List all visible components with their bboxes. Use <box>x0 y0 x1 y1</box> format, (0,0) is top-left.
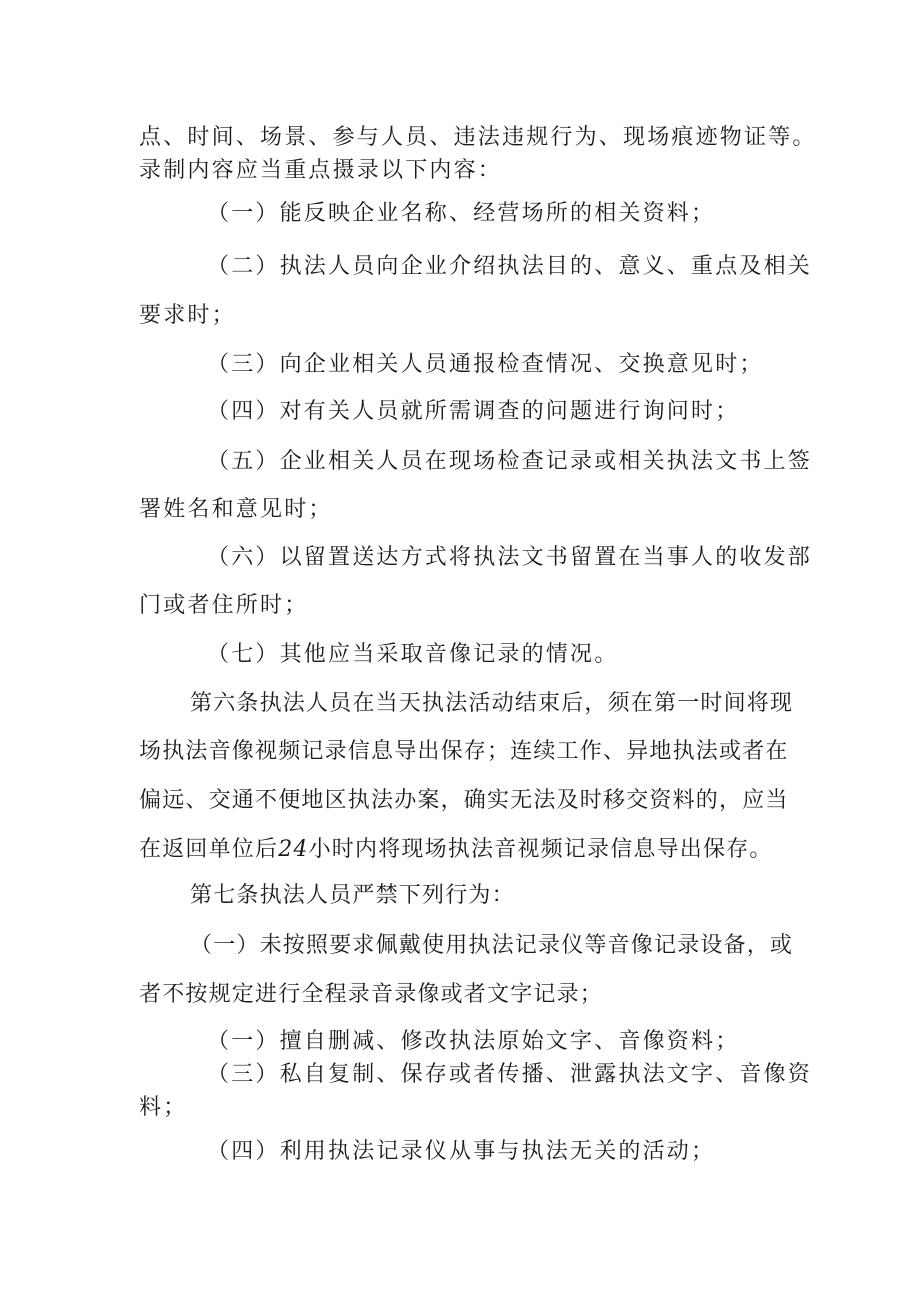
list-item: （六）以留置送达方式将执法文书留置在当事人的收发部 <box>207 545 813 570</box>
list-item: （三）私自复制、保存或者传播、泄露执法文字、音像资 <box>207 1062 813 1087</box>
list-item: （一）未按照要求佩戴使用执法记录仪等音像记录设备，或 <box>190 933 794 958</box>
list-item: （一）擅自删减、修改执法原始文字、音像资料； <box>207 1029 740 1054</box>
text-line: 门或者住所时； <box>139 593 309 618</box>
hours-number: 24 <box>278 837 309 862</box>
text-segment: 小时内将现场执法音视频记录信息导出保存。 <box>308 837 773 862</box>
list-item: （二）执法人员向企业介绍执法目的、意义、重点及相关 <box>207 254 813 279</box>
article-six-line: 第六条执法人员在当天执法活动结束后，须在第一时间将现 <box>190 691 794 716</box>
list-item: （七）其他应当采取音像记录的情况。 <box>207 642 619 667</box>
article-seven-line: 第七条执法人员严禁下列行为： <box>190 883 515 908</box>
text-line: 要求时； <box>139 303 236 328</box>
list-item: （一）能反映企业名称、经营场所的相关资料； <box>207 201 716 226</box>
text-line <box>139 836 773 864</box>
text-line: 署姓名和意见时； <box>139 497 333 522</box>
text-line: 点、时间、场景、参与人员、违法违规行为、现场痕迹物证等。 <box>139 125 817 150</box>
text-line: 料； <box>139 1095 188 1120</box>
list-item: （四）利用执法记录仪从事与执法无关的活动； <box>207 1139 716 1164</box>
text-line: 者不按规定进行全程录音录像或者文字记录； <box>139 982 604 1007</box>
list-item: （三）向企业相关人员通报检查情况、交换意见时； <box>207 352 764 377</box>
text-line: 场执法音像视频记录信息导出保存；连续工作、异地执法或者在 <box>139 739 789 764</box>
text-line: 录制内容应当重点摄录以下内容： <box>139 158 503 183</box>
text-line: 偏远、交通不便地区执法办案，确实无法及时移交资料的，应当 <box>139 788 789 813</box>
list-item: （四）对有关人员就所需调查的问题进行询问时； <box>207 399 740 424</box>
text-segment: 在返回单位后 <box>139 837 279 862</box>
list-item: （五）企业相关人员在现场检查记录或相关执法文书上签 <box>207 449 813 474</box>
